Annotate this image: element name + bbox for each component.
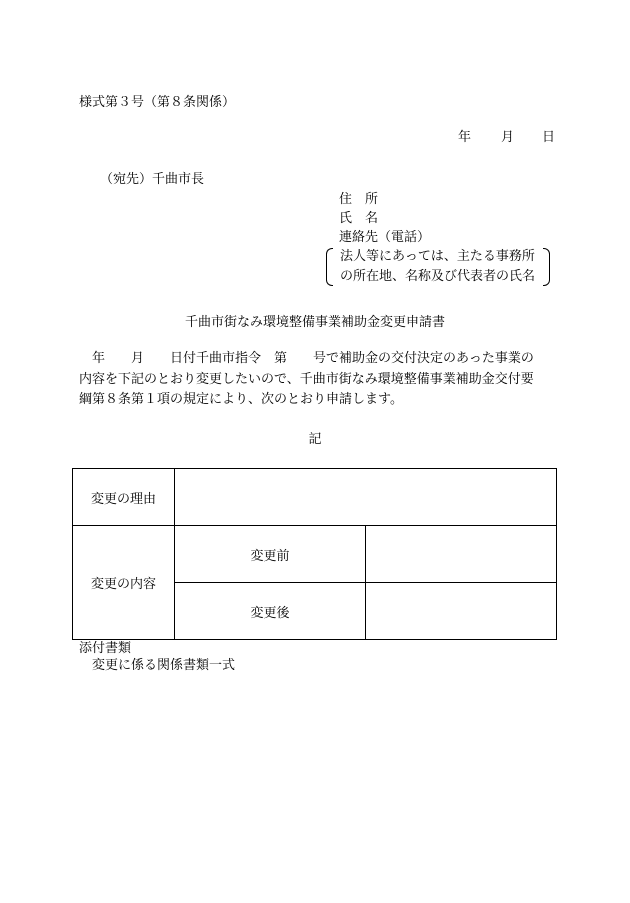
right-bracket [543,248,550,286]
document-title: 千曲市街なみ環境整備事業補助金変更申請書 [184,315,445,330]
corporate-note-line2: の所在地、名称及び代表者の氏名 [340,269,536,284]
reason-label: 変更の理由 [73,469,175,526]
ki-heading: 記 [308,432,322,447]
body-line2: 内容を下記のとおり変更したいので、千曲市街なみ環境整備事業補助金交付要 [79,371,534,387]
left-bracket [326,248,333,286]
date-month-label: 月 [501,130,515,145]
date-year-label: 年 [458,130,472,145]
date-day-label: 日 [542,130,556,145]
corporate-note-line1: 法人等にあっては、主たる事務所 [340,249,535,264]
body-line3: 綱第８条第１項の規定により、次のとおり申請します。 [79,392,403,407]
reason-field[interactable] [175,469,557,526]
before-field[interactable] [366,526,557,583]
address-label: 住 所 [339,192,379,207]
corporate-note [326,248,550,286]
contact-label: 連絡先（電話） [339,230,431,245]
form-number: 様式第３号（第８条関係） [79,95,236,110]
attachments-item: 変更に係る関係書類一式 [92,658,236,673]
change-table [72,468,557,640]
after-field[interactable] [366,583,557,640]
body-text [79,349,559,411]
name-label: 氏 名 [339,211,379,226]
body-line1: 年 月 日付千曲市指令 第 号で補助金の交付決定のあった事業の [79,351,534,366]
addressee: （宛先）千曲市長 [100,172,205,187]
content-label: 変更の内容 [73,526,175,640]
after-label: 変更後 [175,583,366,640]
date-line [458,130,555,146]
attachments-title: 添付書類 [79,641,132,656]
before-label: 変更前 [175,526,366,583]
